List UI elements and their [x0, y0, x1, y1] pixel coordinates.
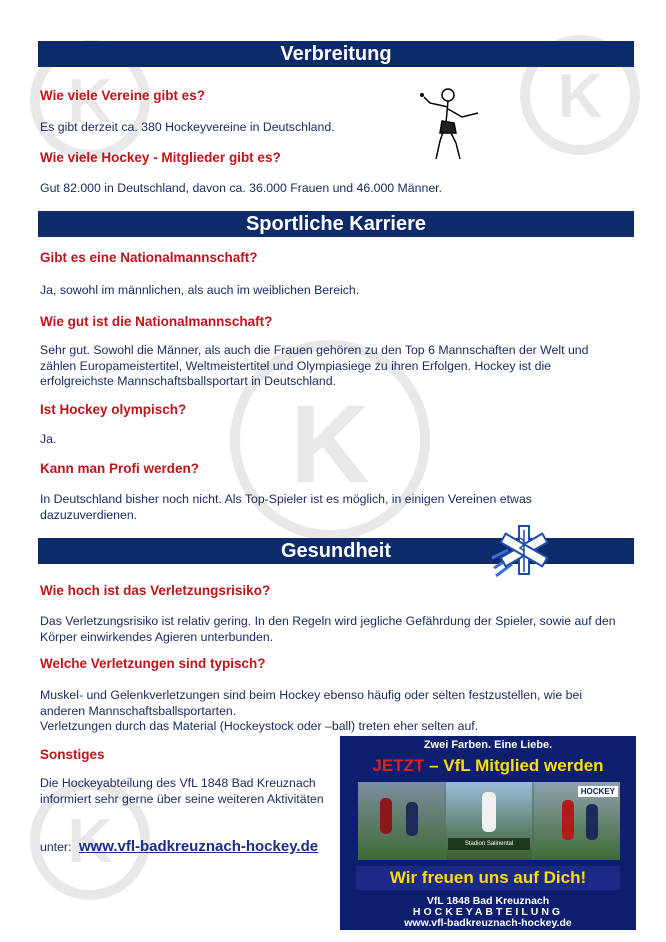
hockey-sign: HOCKEY [578, 786, 618, 797]
answer-mitglieder: Gut 82.000 in Deutschland, davon ca. 36.000 Frauen und 46.000 Männer. [40, 181, 442, 195]
promo-headline-rest: – VfL Mitglied werden [424, 756, 604, 775]
question-verletzungsrisiko: Wie hoch ist das Verletzungsrisiko? [40, 583, 271, 598]
photo-left [358, 782, 444, 860]
answer-nationalmannschaft-gut [40, 343, 588, 390]
website-line [40, 839, 318, 856]
text-line: zählen Europameistertitel, Weltmeistertitel und Olympiasiege zu ihren Erfolgen. Hockey ist die [40, 358, 552, 373]
promo-slogan: Wir freuen uns auf Dich! [356, 866, 620, 890]
promo-department: HOCKEYABTEILUNG [412, 906, 564, 918]
text-line: Muskel- und Gelenkverletzungen sind beim Hockey ebenso häufig oder selten festzustellen, wie bei [40, 688, 583, 702]
promo-headline [340, 756, 636, 776]
website-link[interactable]: www.vfl-badkreuznach-hockey.de [78, 838, 319, 855]
text-line: Das Verletzungsrisiko ist relativ gering. In den Regeln wird jegliche Gefährdung der Spieler, sowie auf den [40, 614, 616, 628]
text-line: dazuzuverdienen. [40, 507, 138, 522]
player-figure [482, 792, 496, 832]
player-figure [380, 798, 392, 834]
star-of-life-icon [490, 518, 554, 582]
section-header-karriere: Sportliche Karriere [38, 211, 634, 237]
promo-tagline: Zwei Farben. Eine Liebe. [423, 739, 553, 751]
player-figure [586, 804, 598, 840]
text-line: Die Hockeyabteilung des VfL 1848 Bad Kreuznach [40, 776, 316, 790]
answer-olympisch: Ja. [40, 432, 57, 446]
stadium-sign: Stadion Salinental [448, 838, 530, 850]
answer-verletzungsrisiko [40, 614, 616, 645]
question-verletzungen: Welche Verletzungen sind typisch? [40, 656, 266, 671]
question-profi: Kann man Profi werden? [40, 461, 200, 476]
promo-jetzt: JETZT [372, 756, 425, 775]
photo-middle [446, 782, 532, 860]
question-olympisch: Ist Hockey olympisch? [40, 402, 187, 417]
answer-profi [40, 492, 532, 523]
hockey-photo-collage [358, 782, 620, 860]
answer-verletzungen [40, 688, 582, 735]
sonstiges-title: Sonstiges [40, 747, 105, 762]
answer-nationalmannschaft: Ja, sowohl im männlichen, als auch im weiblichen Bereich. [40, 283, 360, 297]
svg-text:K: K [290, 383, 370, 506]
website-prefix: unter: [40, 840, 72, 854]
player-figure [406, 802, 418, 836]
text-line: anderen Mannschaftsballsportarten. [40, 703, 237, 718]
text-line: Sehr gut. Sowohl die Männer, als auch die Frauen gehören zu den Top 6 Mannschaften der Welt und [40, 343, 589, 357]
text-line: erfolgreichste Mannschaftsballsportart in Deutschland. [40, 374, 336, 388]
membership-promo-banner[interactable] [340, 736, 636, 930]
question-nationalmannschaft: Gibt es eine Nationalmannschaft? [40, 250, 258, 265]
photo-right [534, 782, 620, 860]
promo-club: VfL 1848 Bad Kreuznach [426, 895, 550, 907]
hockey-player-icon [400, 83, 490, 163]
svg-text:K: K [557, 62, 603, 131]
question-mitglieder: Wie viele Hockey - Mitglieder gibt es? [40, 150, 281, 165]
svg-text:K: K [67, 807, 113, 876]
sonstiges-text [40, 776, 324, 807]
text-line: In Deutschland bisher noch nicht. Als Top-Spieler ist es möglich, in einigen Vereinen etwas [40, 492, 532, 506]
question-nationalmannschaft-gut: Wie gut ist die Nationalmannschaft? [40, 314, 273, 329]
player-figure [562, 800, 574, 840]
promo-url[interactable]: www.vfl-badkreuznach-hockey.de [404, 917, 572, 929]
text-line: Verletzungen durch das Material (Hockeystock oder –ball) treten eher selten auf. [40, 719, 479, 733]
text-line: informiert sehr gerne über seine weiteren Aktivitäten [40, 791, 324, 806]
svg-text:K: K [67, 67, 113, 136]
question-vereine: Wie viele Vereine gibt es? [40, 88, 205, 103]
text-line: Körper einwirkendes Agieren unterbunden. [40, 629, 274, 644]
answer-vereine: Es gibt derzeit ca. 380 Hockeyvereine in Deutschland. [40, 120, 335, 134]
section-header-gesundheit: Gesundheit [38, 538, 634, 564]
section-header-verbreitung: Verbreitung [38, 41, 634, 67]
